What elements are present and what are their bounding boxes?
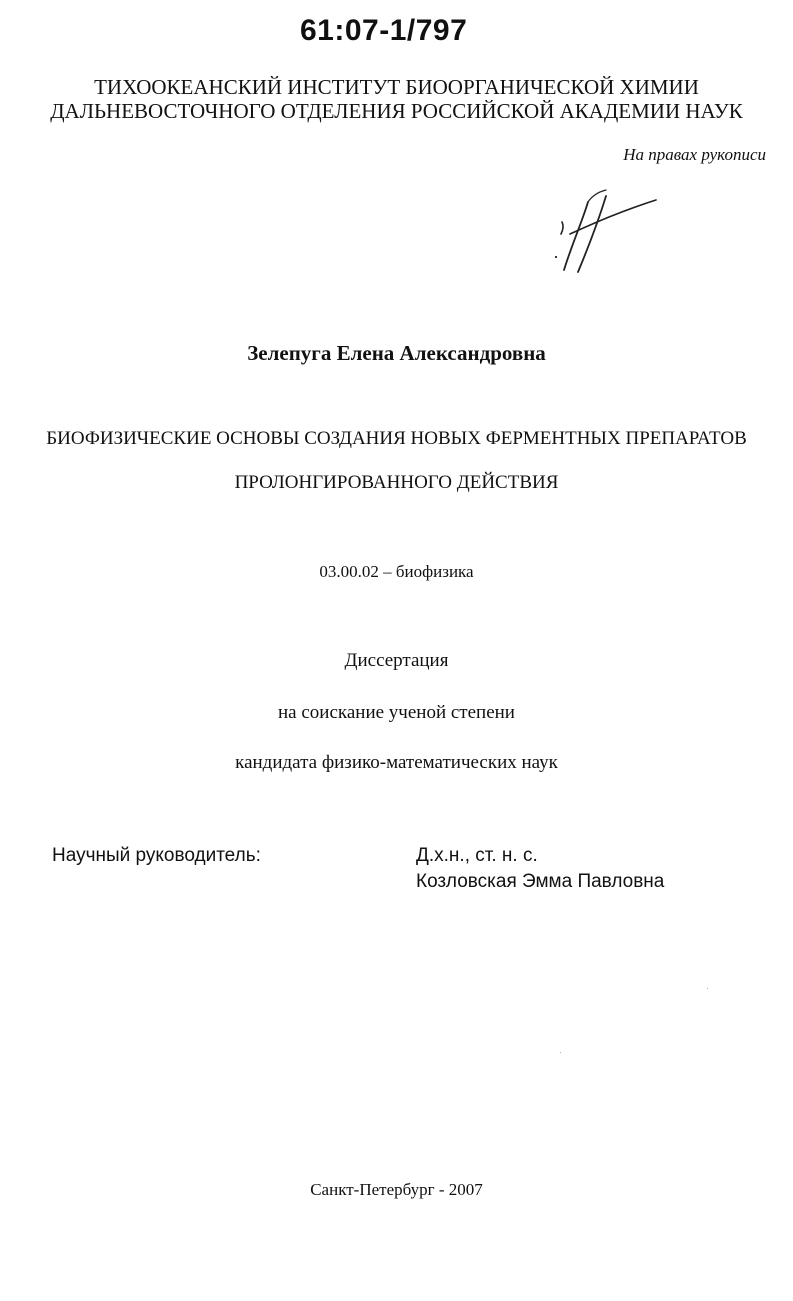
institution-line-2: ДАЛЬНЕВОСТОЧНОГО ОТДЕЛЕНИЯ РОССИЙСКОЙ АКАДЕМИИ НАУК [50,99,743,123]
degree-name: кандидата физико-математических наук [235,752,558,773]
supervisor-name: Козловская Эмма Павловна [416,871,665,892]
scan-speck [560,1052,561,1053]
city-year: Санкт-Петербург - 2007 [310,1180,483,1199]
degree-purpose: на соискание ученой степени [278,702,515,723]
document-type: Диссертация [344,650,449,671]
supervisor-rank: Д.х.н., ст. н. с. [416,845,538,866]
catalog-code: 61:07-1/797 [300,14,468,47]
handwritten-signature [548,182,663,277]
thesis-title-line-1: БИОФИЗИЧЕСКИЕ ОСНОВЫ СОЗДАНИЯ НОВЫХ ФЕРМЕНТНЫХ ПРЕПАРАТОВ [46,428,747,449]
specialty-code: 03.00.02 – биофизика [319,562,474,581]
rights-note: На правах рукописи [623,145,766,164]
thesis-title-line-2: ПРОЛОНГИРОВАННОГО ДЕЙСТВИЯ [234,472,559,493]
supervisor-label: Научный руководитель: [52,845,261,866]
scan-speck [707,988,708,989]
author-name: Зелепуга Елена Александровна [247,341,546,365]
institution-line-1: ТИХООКЕАНСКИЙ ИНСТИТУТ БИООРГАНИЧЕСКОЙ ХИМИИ [94,75,699,99]
